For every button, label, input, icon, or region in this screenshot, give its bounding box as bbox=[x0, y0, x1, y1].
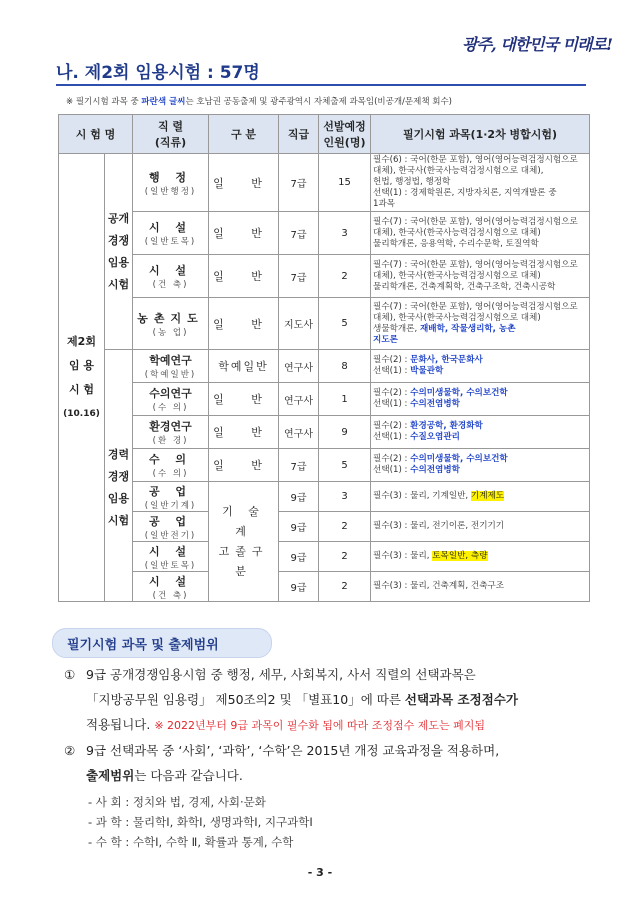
position-cell: 시 설 (건 축) bbox=[133, 255, 209, 298]
subjects-cell: 필수(3) : 물리, 기계일반, 기계제도 bbox=[371, 482, 590, 512]
subjects-cell: 필수(2) : 수의미생물학, 수의보건학 선택(1) : 수의전염병학 bbox=[371, 383, 590, 416]
grade-cell: 7급 bbox=[279, 255, 319, 298]
grade-cell: 9급 bbox=[279, 572, 319, 602]
grade-cell: 9급 bbox=[279, 512, 319, 542]
count-cell: 3 bbox=[319, 212, 371, 255]
scope-item-social: - 사 회 : 정치와 법, 경제, 사회·문화 bbox=[88, 795, 266, 809]
table-row bbox=[59, 542, 590, 572]
scope-item-science: - 과 학 : 물리학Ⅰ, 화학Ⅰ, 생명과학Ⅰ, 지구과학Ⅰ bbox=[88, 815, 313, 829]
header-subjects: 필기시험 과목(1·2차 병합시험) bbox=[371, 115, 590, 154]
scope-title-pill: 필기시험 과목 및 출제범위 bbox=[52, 628, 272, 658]
career-competition-cell: 경력 경쟁 임용 시험 bbox=[105, 350, 133, 602]
table-row bbox=[59, 482, 590, 512]
subjects-cell: 필수(2) : 수의미생물학, 수의보건학 선택(1) : 수의전염병학 bbox=[371, 449, 590, 482]
exam-table bbox=[58, 114, 590, 602]
table-row bbox=[59, 383, 590, 416]
header-count: 선발예정 인원(명) bbox=[319, 115, 371, 154]
note-text: ※ 필기시험 과목 중 파란색 글씨는 호남권 공동출제 및 광주광역시 자체출제 과목임(비공개/문제책 회수) bbox=[66, 97, 452, 107]
position-cell: 수 의 (수 의) bbox=[133, 449, 209, 482]
count-cell: 2 bbox=[319, 512, 371, 542]
count-cell: 1 bbox=[319, 383, 371, 416]
count-cell: 15 bbox=[319, 154, 371, 212]
paragraph-1: ① 9급 공개경쟁임용시험 중 행정, 세무, 사회복지, 사서 직렬의 선택과목은 「지방공무원 임용령」 제50조의2 및 「별표10」에 따른 선택과목 조정점수가 적용됩니다. ※ 2022년부터 9급 과목이 필수화 됨에 따라 조정점수 제도는 폐지됨 bbox=[64, 667, 518, 732]
table-row bbox=[59, 212, 590, 255]
count-cell: 9 bbox=[319, 416, 371, 449]
subjects-cell: 필수(2) : 문화사, 한국문화사 선택(1) : 박물관학 bbox=[371, 350, 590, 383]
group-cell: 일 반 bbox=[209, 383, 279, 416]
grade-cell: 지도사 bbox=[279, 298, 319, 350]
group-cell: 학예일반 bbox=[209, 350, 279, 383]
paragraph-2: ② 9급 선택과목 중 ‘사회’, ‘과학’, ‘수학’은 2015년 개정 교육과정을 적용하며, 출제범위는 다음과 같습니다. bbox=[64, 743, 500, 783]
table-row bbox=[59, 416, 590, 449]
position-cell: 공 업 (일반전기) bbox=[133, 512, 209, 542]
grade-cell: 7급 bbox=[279, 212, 319, 255]
grade-cell: 연구사 bbox=[279, 416, 319, 449]
table-row bbox=[59, 512, 590, 542]
header-grade: 직급 bbox=[279, 115, 319, 154]
grade-cell: 7급 bbox=[279, 154, 319, 212]
position-cell: 시 설 (일반토목) bbox=[133, 212, 209, 255]
header-position: 직 렬 (직류) bbox=[133, 115, 209, 154]
subjects-cell: 필수(7) : 국어(한문 포함), 영어(영어능력검정시험으로 대체), 한국사(한국사능력검정시험으로 대체) 생물학개론, 재배학, 작물생리학, 농촌 지도론 bbox=[371, 298, 590, 350]
grade-cell: 9급 bbox=[279, 542, 319, 572]
subjects-cell: 필수(7) : 국어(한문 포함), 영어(영어능력검정시험으로 대체), 한국사(한국사능력검정시험으로 대체) 물리학개론, 건축계획학, 건축구조학, 건축시공학 bbox=[371, 255, 590, 298]
count-cell: 5 bbox=[319, 298, 371, 350]
position-cell: 공 업 (일반기계) bbox=[133, 482, 209, 512]
table-row bbox=[59, 350, 590, 383]
exam-name-cell: 제2회 임 용 시 험 (10.16) bbox=[59, 154, 105, 602]
grade-cell: 7급 bbox=[279, 449, 319, 482]
section-title: 나. 제2회 임용시험 : 57명 bbox=[56, 63, 260, 83]
position-cell: 행 정 (일반행정) bbox=[133, 154, 209, 212]
position-cell: 학예연구 (학예일반) bbox=[133, 350, 209, 383]
group-cell: 일 반 bbox=[209, 255, 279, 298]
group-cell: 일 반 bbox=[209, 298, 279, 350]
count-cell: 3 bbox=[319, 482, 371, 512]
subjects-cell: 필수(3) : 물리, 토목일반, 측량 bbox=[371, 542, 590, 572]
page-number: - 3 - bbox=[307, 866, 333, 879]
position-cell: 수의연구 (수 의) bbox=[133, 383, 209, 416]
header-exam-name: 시 험 명 bbox=[59, 115, 133, 154]
group-cell: 일 반 bbox=[209, 449, 279, 482]
position-cell: 농촌지도 (농 업) bbox=[133, 298, 209, 350]
open-competition-cell: 공개 경쟁 임용 시험 bbox=[105, 154, 133, 350]
position-cell: 시 설 (건 축) bbox=[133, 572, 209, 602]
count-cell: 2 bbox=[319, 255, 371, 298]
grade-cell: 9급 bbox=[279, 482, 319, 512]
table-row bbox=[59, 298, 590, 350]
grade-cell: 연구사 bbox=[279, 383, 319, 416]
tech-group-cell: 기 술 계 고졸구분 bbox=[209, 482, 279, 602]
subjects-cell: 필수(3) : 물리, 건축계획, 건축구조 bbox=[371, 572, 590, 602]
grade-cell: 연구사 bbox=[279, 350, 319, 383]
position-cell: 환경연구 (환 경) bbox=[133, 416, 209, 449]
group-cell: 일 반 bbox=[209, 154, 279, 212]
count-cell: 5 bbox=[319, 449, 371, 482]
scope-item-math: - 수 학 : 수학Ⅰ, 수학 Ⅱ, 확률과 통계, 수학 bbox=[88, 835, 294, 849]
header-group: 구 분 bbox=[209, 115, 279, 154]
subjects-cell: 필수(3) : 물리, 전기이론, 전기기기 bbox=[371, 512, 590, 542]
table-row bbox=[59, 255, 590, 298]
table-row bbox=[59, 572, 590, 602]
subjects-cell: 필수(6) : 국어(한문 포함), 영어(영어능력검정시험으로 대체), 한국사(한국사능력검정시험으로 대체), 헌법, 행정법, 행정학 선택(1) : 경제학원론, 지방자치론, 지역개발론 중 1과목 bbox=[371, 154, 590, 212]
slogan-logo: 광주, 대한민국 미래로! bbox=[462, 35, 612, 54]
group-cell: 일 반 bbox=[209, 212, 279, 255]
table-header-row bbox=[59, 115, 590, 154]
count-cell: 2 bbox=[319, 542, 371, 572]
table-row bbox=[59, 154, 590, 212]
count-cell: 8 bbox=[319, 350, 371, 383]
group-cell: 일 반 bbox=[209, 416, 279, 449]
subjects-cell: 필수(2) : 환경공학, 환경화학 선택(1) : 수질오염관리 bbox=[371, 416, 590, 449]
count-cell: 2 bbox=[319, 572, 371, 602]
table-row bbox=[59, 449, 590, 482]
subjects-cell: 필수(7) : 국어(한문 포함), 영어(영어능력검정시험으로 대체), 한국사(한국사능력검정시험으로 대체) 물리학개론, 응용역학, 수리수문학, 토질역학 bbox=[371, 212, 590, 255]
position-cell: 시 설 (일반토목) bbox=[133, 542, 209, 572]
title-underline bbox=[56, 84, 586, 86]
